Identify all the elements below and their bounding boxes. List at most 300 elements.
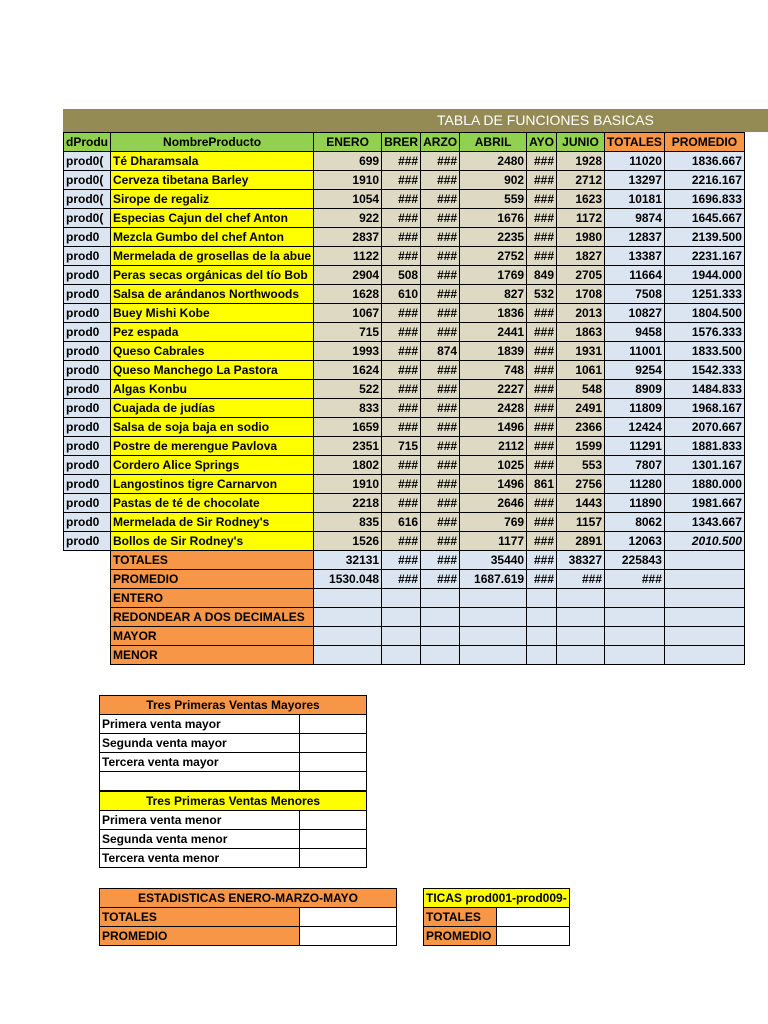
data-cell[interactable]: ###	[382, 152, 421, 171]
data-cell[interactable]: 1025	[460, 456, 527, 475]
data-cell[interactable]: Queso Cabrales	[111, 342, 314, 361]
data-cell[interactable]: 11809	[605, 399, 665, 418]
data-cell[interactable]: ###	[382, 304, 421, 323]
summary-cell[interactable]	[557, 608, 605, 627]
data-cell[interactable]: 12063	[605, 532, 665, 551]
data-cell[interactable]: 610	[382, 285, 421, 304]
summary-cell[interactable]	[314, 589, 382, 608]
data-cell[interactable]: 1301.167	[664, 456, 744, 475]
value-cell[interactable]	[300, 811, 367, 830]
summary-cell[interactable]	[664, 570, 744, 589]
data-cell[interactable]: ###	[527, 190, 557, 209]
data-cell[interactable]: ###	[382, 532, 421, 551]
data-cell[interactable]: 9254	[605, 361, 665, 380]
column-header[interactable]: ARZO	[421, 133, 460, 152]
data-cell[interactable]: Salsa de arándanos Northwoods	[111, 285, 314, 304]
data-cell[interactable]: 2112	[460, 437, 527, 456]
data-cell[interactable]: 1526	[314, 532, 382, 551]
data-cell[interactable]: Cerveza tibetana Barley	[111, 171, 314, 190]
data-cell[interactable]: prod0	[64, 266, 111, 285]
summary-cell[interactable]	[382, 646, 421, 665]
data-cell[interactable]: ###	[382, 247, 421, 266]
data-cell[interactable]: 1993	[314, 342, 382, 361]
data-cell[interactable]: 1251.333	[664, 285, 744, 304]
summary-cell[interactable]	[382, 608, 421, 627]
data-cell[interactable]: prod0	[64, 513, 111, 532]
data-cell[interactable]: prod0	[64, 418, 111, 437]
data-cell[interactable]: Té Dharamsala	[111, 152, 314, 171]
data-cell[interactable]: ###	[382, 475, 421, 494]
data-cell[interactable]: 1769	[460, 266, 527, 285]
data-cell[interactable]: 1880.000	[664, 475, 744, 494]
column-header[interactable]: TOTALES	[605, 133, 665, 152]
data-cell[interactable]: ###	[527, 304, 557, 323]
summary-label[interactable]: TOTALES	[111, 551, 314, 570]
data-cell[interactable]: 12837	[605, 228, 665, 247]
summary-cell[interactable]	[314, 608, 382, 627]
summary-cell[interactable]	[382, 627, 421, 646]
summary-cell[interactable]	[527, 608, 557, 627]
data-cell[interactable]: ###	[421, 418, 460, 437]
row-label[interactable]: PROMEDIO	[100, 927, 300, 946]
data-cell[interactable]: ###	[421, 513, 460, 532]
data-cell[interactable]: ###	[382, 399, 421, 418]
data-cell[interactable]: 1576.333	[664, 323, 744, 342]
value-cell[interactable]	[300, 908, 397, 927]
data-cell[interactable]: prod0	[64, 380, 111, 399]
summary-cell[interactable]	[527, 627, 557, 646]
summary-cell[interactable]	[557, 627, 605, 646]
column-header[interactable]: BRER	[382, 133, 421, 152]
data-cell[interactable]: 1177	[460, 532, 527, 551]
data-cell[interactable]: 699	[314, 152, 382, 171]
data-cell[interactable]: prod0	[64, 247, 111, 266]
data-cell[interactable]: ###	[527, 323, 557, 342]
data-cell[interactable]: ###	[382, 228, 421, 247]
data-cell[interactable]: 11291	[605, 437, 665, 456]
data-cell[interactable]: prod0	[64, 361, 111, 380]
data-cell[interactable]: prod0(	[64, 209, 111, 228]
data-cell[interactable]: 2227	[460, 380, 527, 399]
data-cell[interactable]: 548	[557, 380, 605, 399]
data-cell[interactable]: 2491	[557, 399, 605, 418]
data-cell[interactable]: 1944.000	[664, 266, 744, 285]
value-cell[interactable]	[300, 753, 367, 772]
column-header[interactable]: PROMEDIO	[664, 133, 744, 152]
data-cell[interactable]: 2428	[460, 399, 527, 418]
data-cell[interactable]: prod0	[64, 475, 111, 494]
data-cell[interactable]: Queso Manchego La Pastora	[111, 361, 314, 380]
data-cell[interactable]: prod0	[64, 532, 111, 551]
data-cell[interactable]: 1484.833	[664, 380, 744, 399]
summary-cell[interactable]	[664, 608, 744, 627]
data-cell[interactable]: Mermelada de Sir Rodney's	[111, 513, 314, 532]
data-cell[interactable]: 532	[527, 285, 557, 304]
data-cell[interactable]: ###	[421, 456, 460, 475]
summary-cell[interactable]: 1530.048	[314, 570, 382, 589]
data-cell[interactable]: 2712	[557, 171, 605, 190]
summary-label[interactable]: MAYOR	[111, 627, 314, 646]
summary-cell[interactable]	[605, 646, 665, 665]
data-cell[interactable]: 1443	[557, 494, 605, 513]
data-cell[interactable]: 11020	[605, 152, 665, 171]
data-cell[interactable]: 2218	[314, 494, 382, 513]
data-cell[interactable]: 508	[382, 266, 421, 285]
data-cell[interactable]: 1968.167	[664, 399, 744, 418]
section-title[interactable]: Tres Primeras Ventas Menores	[100, 792, 367, 811]
data-cell[interactable]: ###	[382, 171, 421, 190]
data-cell[interactable]: 827	[460, 285, 527, 304]
data-cell[interactable]: ###	[421, 209, 460, 228]
data-cell[interactable]: ###	[421, 285, 460, 304]
data-cell[interactable]: 1067	[314, 304, 382, 323]
summary-cell[interactable]	[605, 589, 665, 608]
summary-cell[interactable]	[421, 646, 460, 665]
data-cell[interactable]: 1343.667	[664, 513, 744, 532]
column-header[interactable]: NombreProducto	[111, 133, 314, 152]
column-header[interactable]: AYO	[527, 133, 557, 152]
data-cell[interactable]: 2351	[314, 437, 382, 456]
section-title[interactable]: Tres Primeras Ventas Mayores	[100, 696, 367, 715]
data-cell[interactable]: 11001	[605, 342, 665, 361]
summary-cell[interactable]: 35440	[460, 551, 527, 570]
summary-cell[interactable]	[664, 627, 744, 646]
data-cell[interactable]: Salsa de soja baja en sodio	[111, 418, 314, 437]
row-label[interactable]: Tercera venta mayor	[100, 753, 300, 772]
data-cell[interactable]: 715	[382, 437, 421, 456]
data-cell[interactable]: 2010.500	[664, 532, 744, 551]
summary-cell[interactable]: ###	[527, 551, 557, 570]
data-cell[interactable]: 2013	[557, 304, 605, 323]
value-cell[interactable]	[300, 734, 367, 753]
section-title[interactable]: TICAS prod001-prod009-	[424, 889, 570, 908]
data-cell[interactable]: ###	[382, 361, 421, 380]
summary-cell[interactable]: 225843	[605, 551, 665, 570]
data-cell[interactable]: 1061	[557, 361, 605, 380]
data-cell[interactable]: ###	[382, 380, 421, 399]
data-cell[interactable]: ###	[421, 266, 460, 285]
data-cell[interactable]: 1496	[460, 418, 527, 437]
data-cell[interactable]: 833	[314, 399, 382, 418]
row-label[interactable]: PROMEDIO	[424, 927, 497, 946]
value-cell[interactable]	[300, 715, 367, 734]
data-cell[interactable]: 7807	[605, 456, 665, 475]
data-cell[interactable]: Algas Konbu	[111, 380, 314, 399]
data-cell[interactable]: prod0	[64, 342, 111, 361]
column-header[interactable]: ENERO	[314, 133, 382, 152]
data-cell[interactable]: Bollos de Sir Rodney's	[111, 532, 314, 551]
data-cell[interactable]: prod0	[64, 304, 111, 323]
data-cell[interactable]: 1981.667	[664, 494, 744, 513]
data-cell[interactable]: 2904	[314, 266, 382, 285]
data-cell[interactable]: 12424	[605, 418, 665, 437]
data-cell[interactable]: 748	[460, 361, 527, 380]
data-cell[interactable]: ###	[421, 494, 460, 513]
data-cell[interactable]: prod0	[64, 285, 111, 304]
summary-cell[interactable]: 38327	[557, 551, 605, 570]
data-cell[interactable]: Pez espada	[111, 323, 314, 342]
summary-cell[interactable]	[557, 589, 605, 608]
summary-cell[interactable]	[421, 608, 460, 627]
data-cell[interactable]: 9458	[605, 323, 665, 342]
row-label[interactable]: TOTALES	[100, 908, 300, 927]
summary-label[interactable]: MENOR	[111, 646, 314, 665]
data-cell[interactable]: ###	[527, 361, 557, 380]
data-cell[interactable]: 1496	[460, 475, 527, 494]
summary-label[interactable]: REDONDEAR A DOS DECIMALES	[111, 608, 314, 627]
value-cell[interactable]	[300, 772, 367, 791]
data-cell[interactable]: ###	[382, 456, 421, 475]
data-cell[interactable]: 874	[421, 342, 460, 361]
data-cell[interactable]: 522	[314, 380, 382, 399]
data-cell[interactable]: 2366	[557, 418, 605, 437]
data-cell[interactable]: prod0(	[64, 152, 111, 171]
summary-cell[interactable]	[460, 589, 527, 608]
data-cell[interactable]: 1863	[557, 323, 605, 342]
data-cell[interactable]: 616	[382, 513, 421, 532]
data-cell[interactable]: 10827	[605, 304, 665, 323]
value-cell[interactable]	[300, 830, 367, 849]
data-cell[interactable]: 553	[557, 456, 605, 475]
data-cell[interactable]: ###	[527, 418, 557, 437]
data-cell[interactable]: ###	[421, 532, 460, 551]
summary-cell[interactable]	[664, 551, 744, 570]
summary-cell[interactable]: 32131	[314, 551, 382, 570]
data-cell[interactable]: 7508	[605, 285, 665, 304]
data-cell[interactable]: Peras secas orgánicas del tío Bob	[111, 266, 314, 285]
data-cell[interactable]: 2231.167	[664, 247, 744, 266]
data-cell[interactable]: ###	[527, 532, 557, 551]
summary-cell[interactable]	[460, 646, 527, 665]
row-label[interactable]	[100, 772, 300, 791]
data-cell[interactable]: ###	[421, 247, 460, 266]
value-cell[interactable]	[496, 908, 569, 927]
data-cell[interactable]: 715	[314, 323, 382, 342]
data-cell[interactable]: prod0(	[64, 171, 111, 190]
data-cell[interactable]: Cordero Alice Springs	[111, 456, 314, 475]
data-cell[interactable]: 1910	[314, 171, 382, 190]
data-cell[interactable]: prod0	[64, 437, 111, 456]
data-cell[interactable]: ###	[421, 437, 460, 456]
value-cell[interactable]	[496, 927, 569, 946]
value-cell[interactable]	[300, 927, 397, 946]
data-cell[interactable]: 1980	[557, 228, 605, 247]
summary-cell[interactable]	[382, 589, 421, 608]
column-header[interactable]: ABRIL	[460, 133, 527, 152]
data-cell[interactable]: 2480	[460, 152, 527, 171]
data-cell[interactable]: 1172	[557, 209, 605, 228]
data-cell[interactable]: ###	[382, 190, 421, 209]
data-cell[interactable]: 13297	[605, 171, 665, 190]
column-header[interactable]: dProdu	[64, 133, 111, 152]
data-cell[interactable]: ###	[382, 494, 421, 513]
row-label[interactable]: Primera venta menor	[100, 811, 300, 830]
summary-cell[interactable]	[664, 589, 744, 608]
data-cell[interactable]: 769	[460, 513, 527, 532]
data-cell[interactable]: 2891	[557, 532, 605, 551]
data-cell[interactable]: ###	[421, 399, 460, 418]
data-cell[interactable]: 1802	[314, 456, 382, 475]
data-cell[interactable]: 2216.167	[664, 171, 744, 190]
summary-cell[interactable]	[527, 646, 557, 665]
data-cell[interactable]: ###	[527, 342, 557, 361]
data-cell[interactable]: 1827	[557, 247, 605, 266]
data-cell[interactable]: Mermelada de grosellas de la abue	[111, 247, 314, 266]
summary-cell[interactable]	[314, 646, 382, 665]
row-label[interactable]: TOTALES	[424, 908, 497, 927]
data-cell[interactable]: 2070.667	[664, 418, 744, 437]
data-cell[interactable]: ###	[421, 380, 460, 399]
data-cell[interactable]: prod0	[64, 228, 111, 247]
data-cell[interactable]: 1659	[314, 418, 382, 437]
data-cell[interactable]: 1804.500	[664, 304, 744, 323]
data-cell[interactable]: prod0	[64, 456, 111, 475]
data-cell[interactable]: 1599	[557, 437, 605, 456]
data-cell[interactable]: 2441	[460, 323, 527, 342]
data-cell[interactable]: ###	[421, 152, 460, 171]
summary-cell[interactable]	[557, 646, 605, 665]
data-cell[interactable]: Postre de merengue Pavlova	[111, 437, 314, 456]
data-cell[interactable]: 1696.833	[664, 190, 744, 209]
data-cell[interactable]: ###	[527, 171, 557, 190]
data-cell[interactable]: 1542.333	[664, 361, 744, 380]
data-cell[interactable]: 1054	[314, 190, 382, 209]
summary-label[interactable]: PROMEDIO	[111, 570, 314, 589]
summary-cell[interactable]: ###	[382, 551, 421, 570]
summary-label[interactable]: ENTERO	[111, 589, 314, 608]
data-cell[interactable]: ###	[382, 342, 421, 361]
summary-cell[interactable]: ###	[421, 551, 460, 570]
data-cell[interactable]: 1676	[460, 209, 527, 228]
data-cell[interactable]: 1628	[314, 285, 382, 304]
data-cell[interactable]: 8062	[605, 513, 665, 532]
data-cell[interactable]: ###	[527, 399, 557, 418]
data-cell[interactable]: 2752	[460, 247, 527, 266]
data-cell[interactable]: 1931	[557, 342, 605, 361]
row-label[interactable]: Segunda venta menor	[100, 830, 300, 849]
data-cell[interactable]: 10181	[605, 190, 665, 209]
data-cell[interactable]: ###	[527, 247, 557, 266]
data-cell[interactable]: 1623	[557, 190, 605, 209]
data-cell[interactable]: 1881.833	[664, 437, 744, 456]
data-cell[interactable]: 8909	[605, 380, 665, 399]
data-cell[interactable]: ###	[421, 475, 460, 494]
section-title[interactable]: ESTADISTICAS ENERO-MARZO-MAYO	[100, 889, 397, 908]
data-cell[interactable]: ###	[527, 380, 557, 399]
data-cell[interactable]: ###	[382, 418, 421, 437]
data-cell[interactable]: ###	[527, 228, 557, 247]
data-cell[interactable]: ###	[527, 513, 557, 532]
data-cell[interactable]: ###	[527, 152, 557, 171]
data-cell[interactable]: Sirope de regaliz	[111, 190, 314, 209]
data-cell[interactable]: 1836.667	[664, 152, 744, 171]
data-cell[interactable]: ###	[421, 304, 460, 323]
data-cell[interactable]: 849	[527, 266, 557, 285]
data-cell[interactable]: 2705	[557, 266, 605, 285]
data-cell[interactable]: 1624	[314, 361, 382, 380]
data-cell[interactable]: ###	[421, 361, 460, 380]
data-cell[interactable]: 11664	[605, 266, 665, 285]
data-cell[interactable]: 2139.500	[664, 228, 744, 247]
data-cell[interactable]: 9874	[605, 209, 665, 228]
data-cell[interactable]: Buey Mishi Kobe	[111, 304, 314, 323]
data-cell[interactable]: Langostinos tigre Carnarvon	[111, 475, 314, 494]
data-cell[interactable]: 835	[314, 513, 382, 532]
column-header[interactable]: JUNIO	[557, 133, 605, 152]
row-label[interactable]: Tercera venta menor	[100, 849, 300, 868]
data-cell[interactable]: 559	[460, 190, 527, 209]
summary-cell[interactable]	[605, 608, 665, 627]
data-cell[interactable]: 2235	[460, 228, 527, 247]
data-cell[interactable]: Pastas de té de chocolate	[111, 494, 314, 513]
summary-cell[interactable]	[314, 627, 382, 646]
summary-cell[interactable]	[460, 608, 527, 627]
summary-cell[interactable]	[605, 627, 665, 646]
summary-cell[interactable]: ###	[421, 570, 460, 589]
data-cell[interactable]: 1708	[557, 285, 605, 304]
summary-cell[interactable]: ###	[557, 570, 605, 589]
data-cell[interactable]: Especias Cajun del chef Anton	[111, 209, 314, 228]
data-cell[interactable]: 2837	[314, 228, 382, 247]
summary-cell[interactable]: ###	[527, 570, 557, 589]
summary-cell[interactable]	[527, 589, 557, 608]
summary-cell[interactable]: ###	[382, 570, 421, 589]
data-cell[interactable]: ###	[527, 456, 557, 475]
data-cell[interactable]: ###	[421, 323, 460, 342]
data-cell[interactable]: 1645.667	[664, 209, 744, 228]
data-cell[interactable]: 922	[314, 209, 382, 228]
data-cell[interactable]: 1833.500	[664, 342, 744, 361]
summary-cell[interactable]	[460, 627, 527, 646]
data-cell[interactable]: ###	[421, 171, 460, 190]
data-cell[interactable]: 11890	[605, 494, 665, 513]
summary-cell[interactable]: ###	[605, 570, 665, 589]
data-cell[interactable]: ###	[382, 209, 421, 228]
row-label[interactable]: Primera venta mayor	[100, 715, 300, 734]
data-cell[interactable]: Cuajada de judías	[111, 399, 314, 418]
data-cell[interactable]: ###	[421, 228, 460, 247]
data-cell[interactable]: prod0	[64, 399, 111, 418]
data-cell[interactable]: 1910	[314, 475, 382, 494]
data-cell[interactable]: prod0(	[64, 190, 111, 209]
data-cell[interactable]: 2756	[557, 475, 605, 494]
summary-cell[interactable]	[421, 589, 460, 608]
data-cell[interactable]: ###	[527, 437, 557, 456]
value-cell[interactable]	[300, 849, 367, 868]
data-cell[interactable]: prod0	[64, 323, 111, 342]
data-cell[interactable]: ###	[527, 209, 557, 228]
data-cell[interactable]: 2646	[460, 494, 527, 513]
data-cell[interactable]: 1122	[314, 247, 382, 266]
data-cell[interactable]: 13387	[605, 247, 665, 266]
summary-cell[interactable]: 1687.619	[460, 570, 527, 589]
summary-cell[interactable]	[421, 627, 460, 646]
data-cell[interactable]: ###	[382, 323, 421, 342]
data-cell[interactable]: ###	[527, 494, 557, 513]
data-cell[interactable]: ###	[421, 190, 460, 209]
data-cell[interactable]: prod0	[64, 494, 111, 513]
data-cell[interactable]: 1839	[460, 342, 527, 361]
data-cell[interactable]: 861	[527, 475, 557, 494]
data-cell[interactable]: 1157	[557, 513, 605, 532]
data-cell[interactable]: 11280	[605, 475, 665, 494]
data-cell[interactable]: 1928	[557, 152, 605, 171]
data-cell[interactable]: 902	[460, 171, 527, 190]
row-label[interactable]: Segunda venta mayor	[100, 734, 300, 753]
data-cell[interactable]: Mezcla Gumbo del chef Anton	[111, 228, 314, 247]
summary-cell[interactable]	[664, 646, 744, 665]
data-cell[interactable]: 1836	[460, 304, 527, 323]
